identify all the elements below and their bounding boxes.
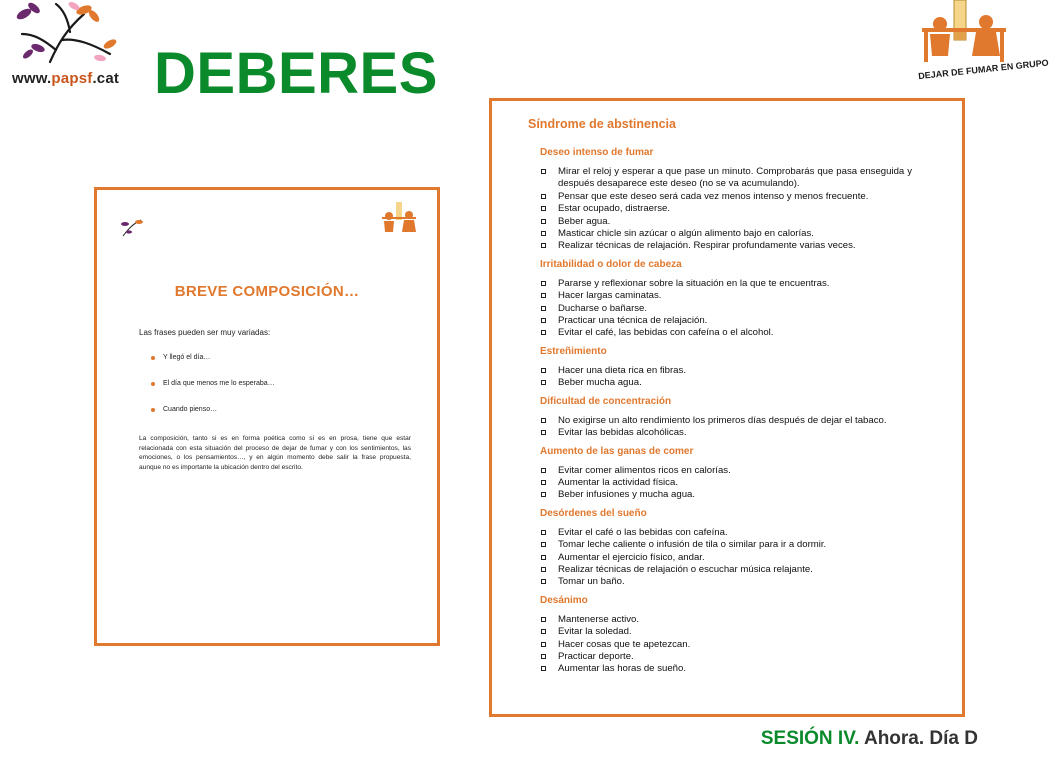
composition-instructions: La composición, tanto si es en forma poética como si es en prosa, tiene que estar relacionada con esta situación del proceso de dejar de fumar y con los sentimientos, las emociones, o los pensamientos…, y en algún momento debe salir la frase propuesta, aunque no es importante la ubicación dentro del escrito. [139, 435, 411, 471]
list-item: Hacer una dieta rica en fibras. [540, 365, 912, 377]
section-heading: Aumento de las ganas de comer [540, 445, 694, 457]
checklist [540, 278, 912, 340]
list-item: Evitar la soledad. [540, 626, 912, 638]
list-item: Beber mucha agua. [540, 377, 912, 389]
mini-flower-icon [119, 218, 145, 238]
list-item: Aumentar el ejercicio físico, andar. [540, 552, 912, 564]
section-intense-craving [540, 147, 912, 253]
withdrawal-document-page [489, 98, 965, 717]
list-item: Pensar que este deseo será cada vez menos intenso y menos frecuente. [540, 191, 912, 203]
list-item: Realizar técnicas de relajación. Respirar profundamente varias veces. [540, 240, 912, 252]
list-item: Evitar las bebidas alcohólicas. [540, 427, 912, 439]
checklist [540, 166, 912, 253]
papsf-logo [6, 0, 126, 92]
list-item: Masticar chicle sin azúcar o algún alimento bajo en calorías. [540, 228, 912, 240]
section-heading: Estreñimiento [540, 345, 607, 357]
section-heading: Desórdenes del sueño [540, 507, 647, 519]
list-item: Evitar comer alimentos ricos en calorías. [540, 465, 912, 477]
flower-logo-icon [10, 0, 122, 68]
list-item: Hacer largas caminatas. [540, 290, 912, 302]
slide-title: DEBERES [154, 41, 438, 106]
list-item: Cuando pienso… [151, 406, 275, 413]
section-concentration [540, 396, 912, 440]
session-footer [761, 728, 978, 750]
section-heading: Desánimo [540, 594, 588, 606]
withdrawal-sections [540, 147, 912, 682]
group-quit-smoking-logo [916, 0, 1049, 96]
section-sleep [540, 508, 912, 589]
list-item: Beber agua. [540, 216, 912, 228]
section-heading: Dificultad de concentración [540, 395, 672, 407]
list-item: Evitar el café o las bebidas con cafeína. [540, 527, 912, 539]
list-item: Y llegó el día… [151, 354, 275, 361]
checklist [540, 527, 912, 589]
composition-title: BREVE COMPOSICIÓN… [174, 283, 360, 300]
list-item: Pararse y reflexionar sobre la situación en la que te encuentras. [540, 278, 912, 290]
composition-phrases [151, 354, 275, 432]
logo-url: www.papsf.cat [12, 70, 120, 87]
list-item: Tomar un baño. [540, 576, 912, 588]
checklist [540, 415, 912, 440]
section-heading: Irritabilidad o dolor de cabeza [540, 258, 682, 270]
list-item: Practicar deporte. [540, 651, 912, 663]
list-item: Realizar técnicas de relajación o escuchar música relajante. [540, 564, 912, 576]
list-item: Mantenerse activo. [540, 614, 912, 626]
section-appetite [540, 446, 912, 502]
list-item: Aumentar la actividad física. [540, 477, 912, 489]
checklist [540, 465, 912, 502]
checklist [540, 614, 912, 676]
list-item: Aumentar las horas de sueño. [540, 663, 912, 675]
composition-intro: Las frases pueden ser muy variadas: [139, 328, 271, 337]
list-item: Beber infusiones y mucha agua. [540, 489, 912, 501]
section-irritability [540, 259, 912, 340]
logo-tagline: DEJAR DE FUMAR EN GRUPO [917, 57, 1049, 82]
section-heading: Deseo intenso de fumar [540, 147, 654, 158]
section-low-mood [540, 595, 912, 676]
checklist [540, 365, 912, 390]
session-subtitle: Ahora. Día D [859, 728, 978, 749]
section-constipation [540, 346, 912, 390]
mini-papsf-logo [119, 218, 145, 243]
withdrawal-title: Síndrome de abstinencia [528, 117, 676, 131]
list-item: Mirar el reloj y esperar a que pase un minuto. Comprobarás que pasa enseguida y después desaparece este deseo (no se va acumulando). [540, 166, 912, 191]
list-item: Evitar el café, las bebidas con cafeína o el alcohol. [540, 327, 912, 339]
composition-document-page [94, 187, 440, 646]
session-label: SESIÓN IV. [760, 728, 860, 749]
mini-group-logo [379, 202, 419, 243]
list-item: El día que menos me lo esperaba… [151, 380, 275, 387]
list-item: Practicar una técnica de relajación. [540, 315, 912, 327]
list-item: Tomar leche caliente o infusión de tila o similar para ir a dormir. [540, 539, 912, 551]
list-item: Ducharse o bañarse. [540, 303, 912, 315]
list-item: No exigirse un alto rendimiento los primeros días después de dejar el tabaco. [540, 415, 912, 427]
list-item: Hacer cosas que te apetezcan. [540, 639, 912, 651]
list-item: Estar ocupado, distraerse. [540, 203, 912, 215]
mini-people-icon [379, 202, 419, 238]
